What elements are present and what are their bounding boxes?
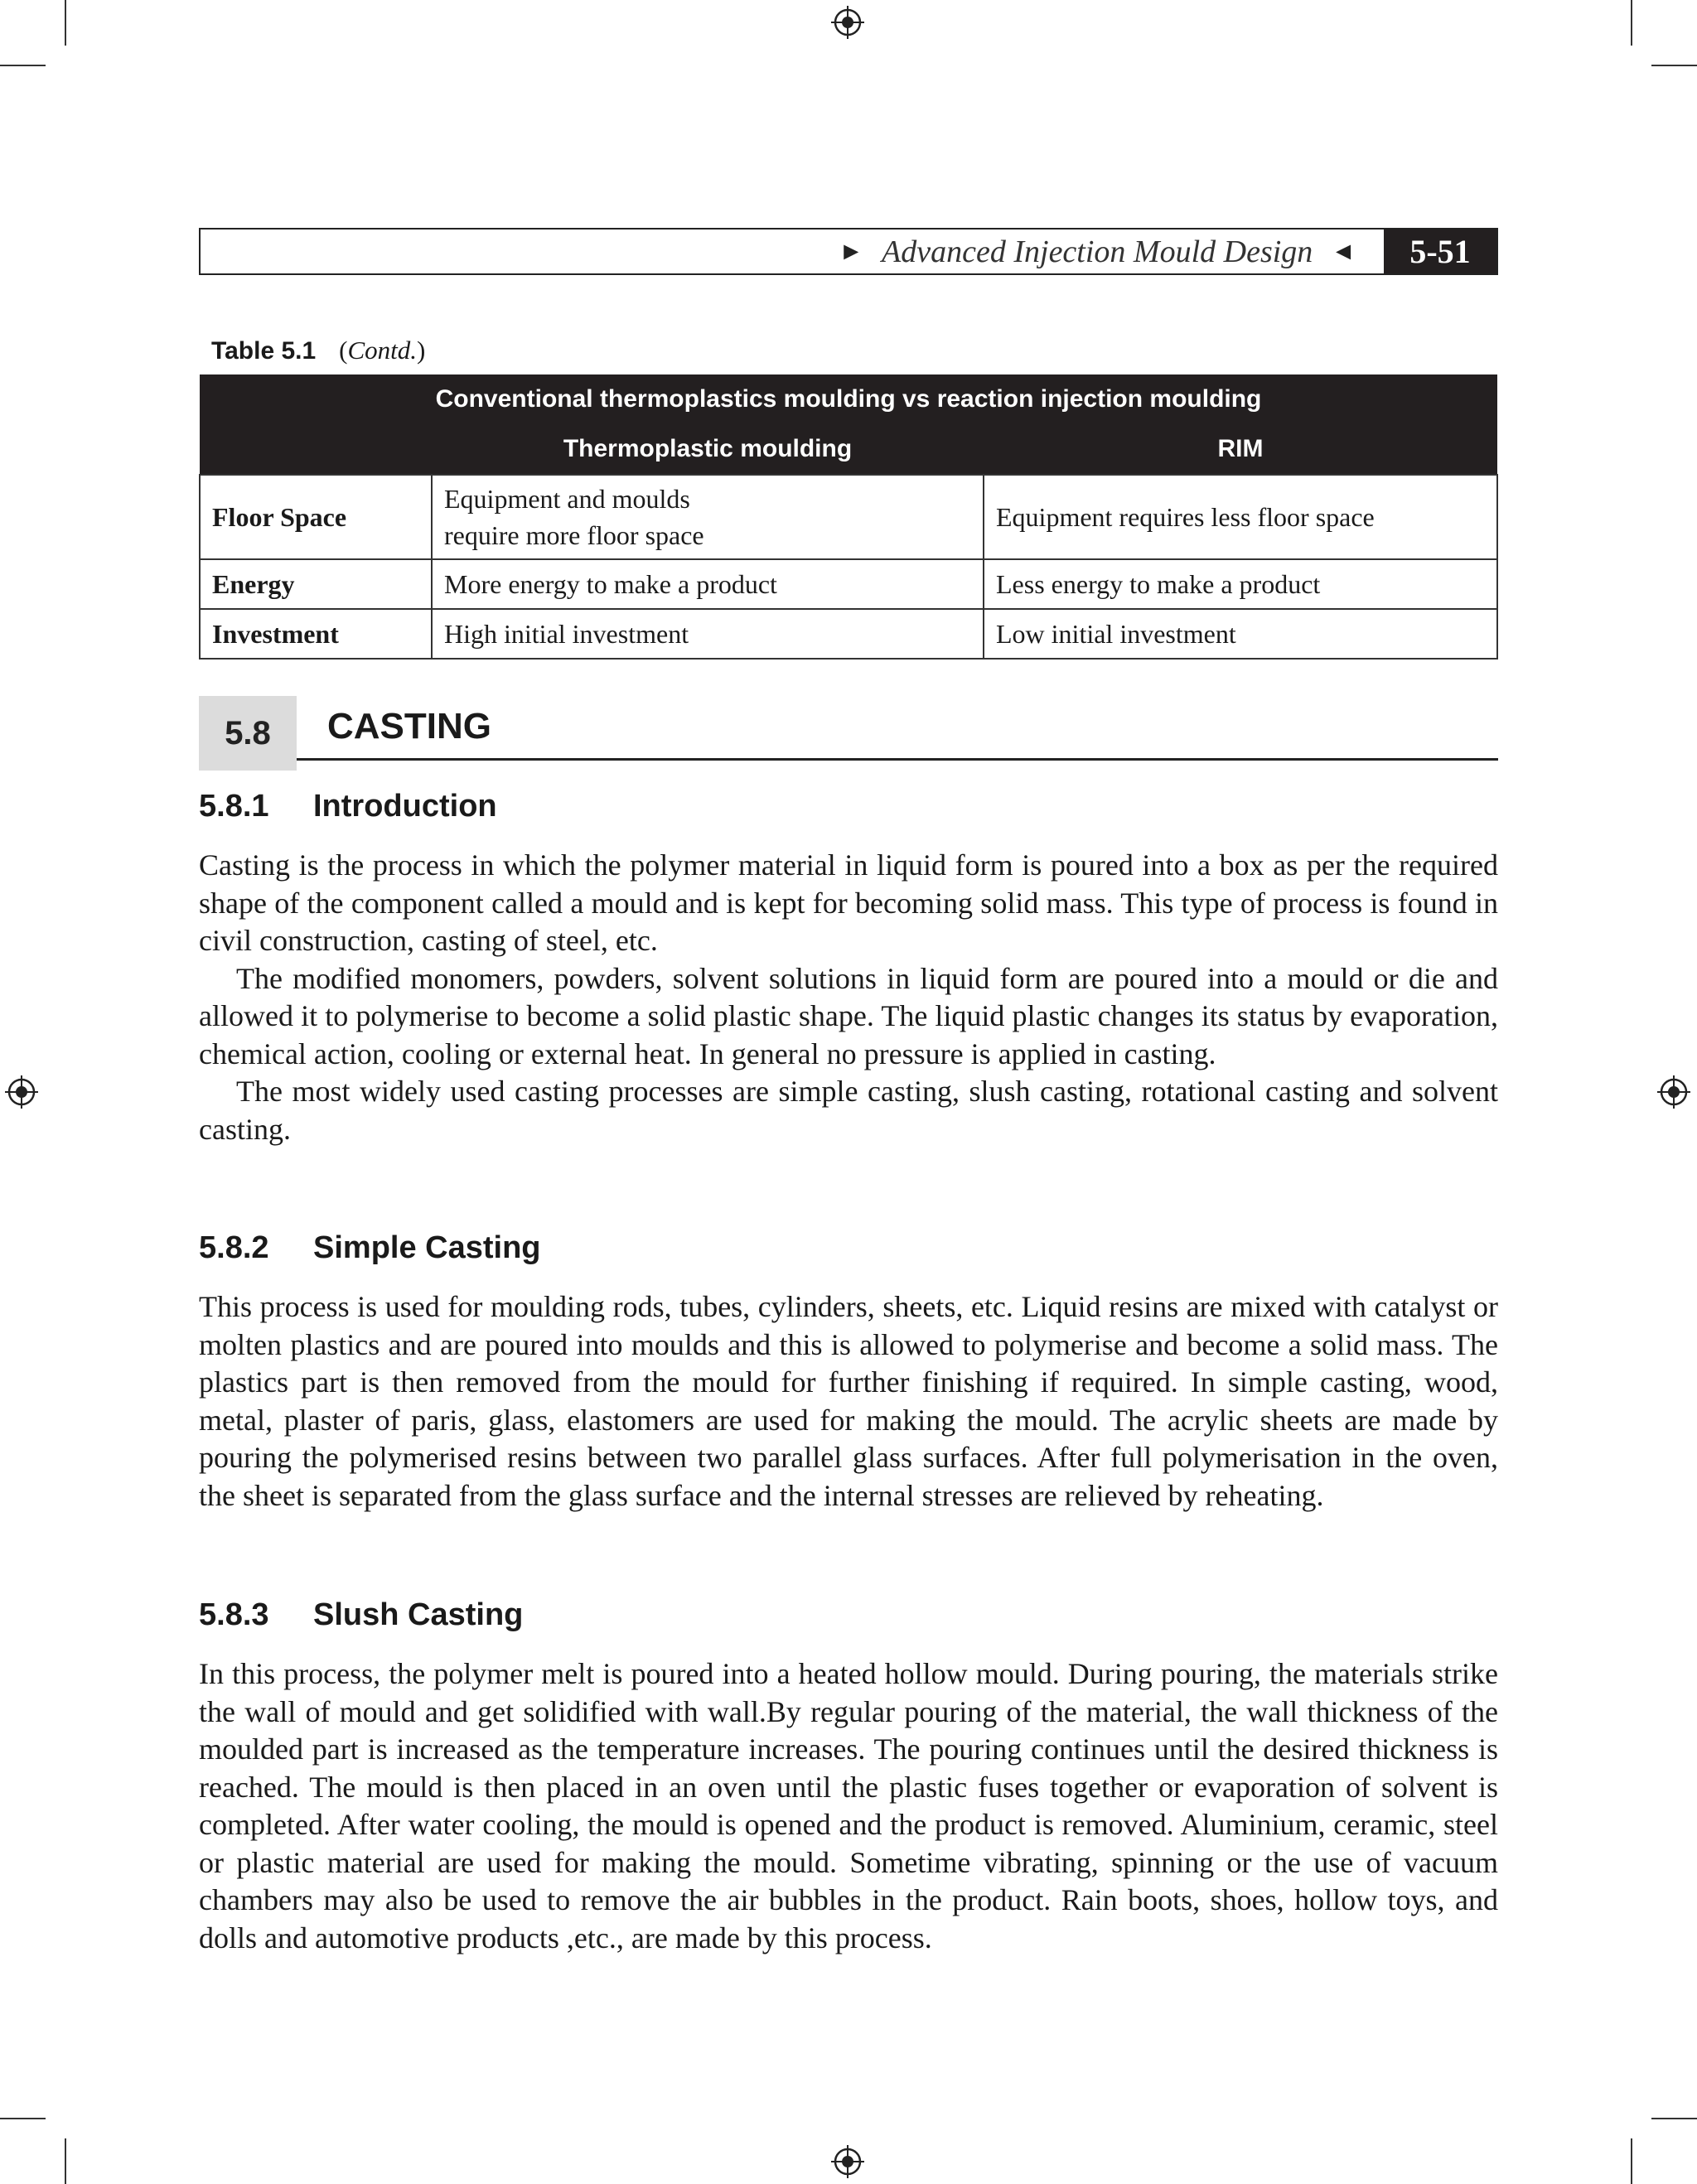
paragraph: Casting is the process in which the polymer material in liquid form is poured into a box as per the required shape of the component called a mould and is kept for becoming solid mass. This type of process is found in civil construction, casting of steel, etc.: [199, 848, 1498, 957]
row-label: Floor Space: [200, 475, 432, 559]
registration-mark-icon: [831, 2145, 864, 2178]
book-title: Advanced Injection Mould Design: [882, 234, 1313, 269]
row-label: Investment: [200, 609, 432, 659]
crop-mark: [65, 2138, 66, 2184]
subsection-number: 5.8.2: [199, 1230, 269, 1265]
crop-mark: [1631, 2138, 1632, 2184]
table-contd: (Contd.): [339, 336, 426, 365]
table-cell: High initial investment: [432, 609, 984, 659]
table-header-cell: RIM: [984, 424, 1497, 475]
table-label: Table 5.1: [211, 337, 317, 365]
page-number: 5-51: [1384, 230, 1496, 273]
body-text: [199, 1655, 1498, 1957]
right-arrow-icon: ►: [839, 237, 864, 265]
subsection-heading: [199, 1597, 523, 1633]
registration-mark-icon: [5, 1075, 38, 1109]
comparison-table: [199, 374, 1498, 660]
left-arrow-icon: ◄: [1331, 237, 1356, 265]
subsection-heading: [199, 789, 497, 824]
crop-mark: [65, 0, 66, 46]
subsection-title: Simple Casting: [313, 1230, 541, 1265]
body-text: [199, 847, 1498, 1148]
section-number: 5.8: [199, 696, 297, 771]
running-header: [199, 228, 1498, 275]
paragraph: This process is used for moulding rods, tubes, cylinders, sheets, etc. Liquid resins are mixed with catalyst or molten plastics and are poured into moulds and this is allowed to polymerise and become a solid mass. The plastics part is then removed from the mould for further finishing if required. In simple casting, wood, metal, plaster of paris, glass, elastomers are used for making the mould. The acrylic sheets are made by pouring the polymerised resins between two parallel glass surfaces. After full polymerisation in the oven, the sheet is separated from the glass surface and the internal stresses are relieved by reheating.: [199, 1290, 1498, 1512]
table-cell: More energy to make a product: [432, 559, 984, 609]
row-label: Energy: [200, 559, 432, 609]
crop-mark: [1631, 0, 1632, 46]
subsection-heading: [199, 1230, 541, 1266]
table-row: [200, 475, 1497, 559]
table-title: Conventional thermoplastics moulding vs reaction injection moulding: [200, 374, 1497, 424]
section-title: CASTING: [327, 706, 491, 747]
table-header-cell: Thermoplastic moulding: [432, 424, 984, 475]
registration-mark-icon: [831, 6, 864, 39]
table-cell: Equipment and moulds require more floor space: [432, 475, 984, 559]
paragraph: The modified monomers, powders, solvent solutions in liquid form are poured into a mould or die and allowed it to polymerise to become a solid plastic shape. The liquid plastic changes its status by evaporation, chemical action, cooling or external heat. In general no pressure is applied in casting.: [199, 961, 1498, 1070]
paragraph: The most widely used casting processes are simple casting, slush casting, rotational casting and solvent casting.: [199, 1075, 1498, 1146]
table-caption: [211, 336, 425, 365]
registration-mark-icon: [1657, 1075, 1690, 1109]
table-row: [200, 609, 1497, 659]
table-contd-text: Contd.: [347, 336, 418, 365]
subsection-title: Introduction: [313, 789, 497, 824]
header-title-group: [839, 230, 1356, 273]
crop-mark: [1651, 65, 1697, 66]
subsection-number: 5.8.3: [199, 1597, 269, 1632]
subsection-title: Slush Casting: [313, 1597, 524, 1632]
crop-mark: [0, 65, 46, 66]
section-heading: [199, 696, 1498, 761]
crop-mark: [1651, 2118, 1697, 2119]
table-cell: Equipment requires less floor space: [984, 475, 1497, 559]
crop-mark: [0, 2118, 46, 2119]
table-row: [200, 559, 1497, 609]
paragraph: In this process, the polymer melt is poured into a heated hollow mould. During pouring, the materials strike the wall of mould and get solidified with wall.By regular pouring of the material, the wall thickness of the moulded part is increased as the temperature increases. The pouring continues until the desired thickness is reached. The mould is then placed in an oven until the plastic fuses together or evaporation of solvent is completed. After water cooling, the mould is opened and the product is removed. Aluminium, ceramic, steel or plastic material are used for making the mould. Sometime vibrating, spinning or the use of vacuum chambers may also be used to remove the air bubbles in the product. Rain boots, shoes, hollow toys, and dolls and automotive products ,etc., are made by this process.: [199, 1657, 1498, 1954]
table-header-cell: [200, 424, 432, 475]
table-cell: Less energy to make a product: [984, 559, 1497, 609]
body-text: [199, 1288, 1498, 1515]
table-cell: Low initial investment: [984, 609, 1497, 659]
subsection-number: 5.8.1: [199, 789, 269, 824]
